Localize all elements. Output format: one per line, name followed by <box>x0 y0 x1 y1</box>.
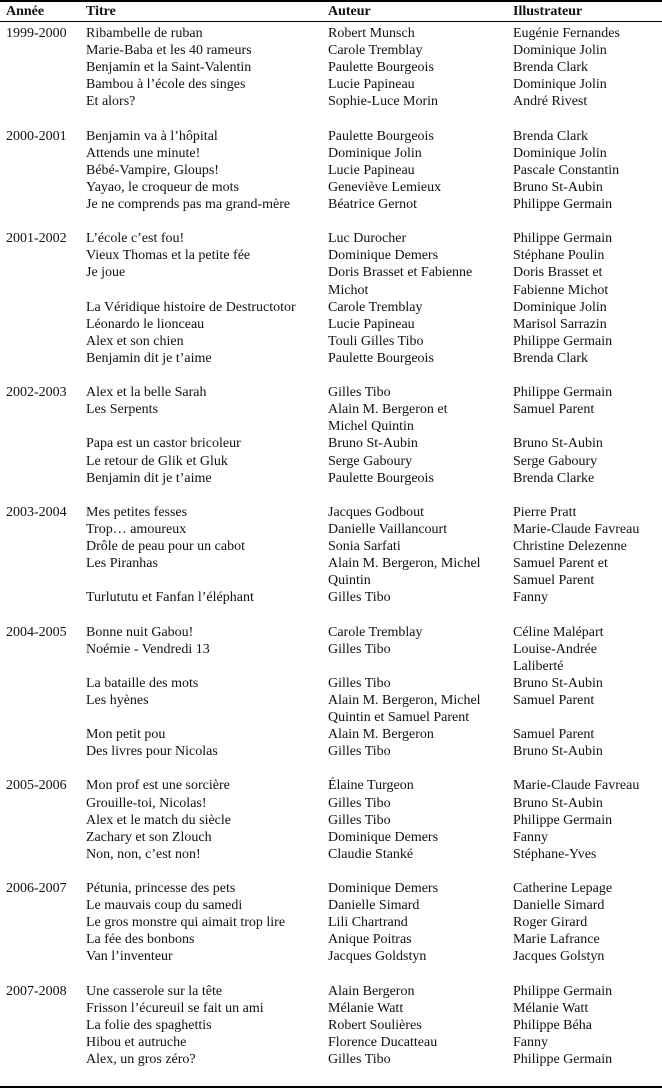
illustrator-cell: Samuel Parent <box>513 727 595 743</box>
title-cell: Ribambelle de ruban <box>86 26 203 41</box>
illustrator-cell: Bruno St-Aubin <box>513 744 603 760</box>
author-cell: Robert Munsch <box>328 26 415 41</box>
illustrator-cell: Marie Lafrance <box>513 932 600 948</box>
author-cell: Lucie Papineau <box>328 77 415 93</box>
header-title: Titre <box>86 4 116 19</box>
author-cell: Sophie-Luce Morin <box>328 94 439 110</box>
illustrator-cell: Fabienne Michot <box>513 282 609 298</box>
illustrator-cell: Brenda Clark <box>513 350 589 366</box>
title-cell: La Véridique histoire de Destructotor <box>86 299 296 315</box>
author-cell: Gilles Tibo <box>328 675 391 691</box>
title-cell: Mes petites fesses <box>86 504 188 520</box>
title-cell: Turlututu et Fanfan l’éléphant <box>86 590 254 606</box>
header-rule <box>0 21 662 22</box>
author-cell: Alain Bergeron <box>328 983 415 999</box>
author-cell: Carole Tremblay <box>328 624 423 640</box>
author-cell: Paulette Bourgeois <box>328 350 434 366</box>
illustrator-cell: Brenda Clarke <box>513 470 595 486</box>
title-cell: Vieux Thomas et la petite fée <box>86 248 251 264</box>
title-cell: Les hyènes <box>86 692 149 708</box>
title-cell: Van l’inventeur <box>86 949 173 965</box>
title-cell: Non, non, c’est non! <box>86 846 201 862</box>
author-cell: Sonia Sarfati <box>328 539 401 554</box>
illustrator-cell: Bruno St-Aubin <box>513 675 603 691</box>
author-cell: Doris Brasset et Fabienne <box>328 265 473 281</box>
illustrator-cell: Philippe Germain <box>513 231 613 247</box>
title-cell: La fée des bonbons <box>86 932 195 948</box>
author-cell: Alain M. Bergeron <box>328 727 434 743</box>
year-cell: 2007-2008 <box>6 983 67 999</box>
header-illustrator: Illustrateur <box>513 4 583 19</box>
illustrator-cell: Samuel Parent <box>513 402 595 418</box>
title-cell: Le retour de Glik et Gluk <box>86 453 228 469</box>
author-cell: Lucie Papineau <box>328 162 415 178</box>
author-cell: Paulette Bourgeois <box>328 128 434 144</box>
author-cell: Gilles Tibo <box>328 385 391 401</box>
illustrator-cell: Catherine Lepage <box>513 881 613 896</box>
author-cell: Anique Poitras <box>328 932 412 948</box>
author-cell: Lili Chartrand <box>328 915 408 931</box>
illustrator-cell: Bruno St-Aubin <box>513 436 603 452</box>
author-cell: Michel Quintin <box>328 419 414 435</box>
year-cell: 2002-2003 <box>6 385 67 401</box>
illustrator-cell: Roger Girard <box>513 915 588 931</box>
illustrator-cell: Dominique Jolin <box>513 145 607 161</box>
title-cell: Benjamin va à l’hôpital <box>86 128 218 144</box>
author-cell: Michot <box>328 282 369 298</box>
title-cell: Benjamin dit je t’aime <box>86 470 212 486</box>
author-cell: Gilles Tibo <box>328 812 391 828</box>
illustrator-cell: Jacques Golstyn <box>513 949 605 965</box>
illustrator-cell: Pierre Pratt <box>513 504 577 520</box>
author-cell: Jacques Goldstyn <box>328 949 427 965</box>
title-cell: Mon petit pou <box>86 727 166 743</box>
illustrator-cell: Philippe Germain <box>513 1052 613 1067</box>
title-cell: Et alors? <box>86 94 136 110</box>
illustrator-cell: Louise-Andrée <box>513 641 597 657</box>
author-cell: Florence Ducatteau <box>328 1034 438 1050</box>
author-cell: Quintin <box>328 573 371 589</box>
table-header <box>0 2 662 21</box>
author-cell: Béatrice Gernot <box>328 197 418 212</box>
illustrator-cell: Dominique Jolin <box>513 299 607 315</box>
title-cell: Une casserole sur la tête <box>86 983 223 999</box>
author-cell: Claudie Stanké <box>328 846 414 862</box>
title-cell: Je ne comprends pas ma grand-mère <box>86 197 291 212</box>
title-cell: Benjamin dit je t’aime <box>86 350 212 366</box>
author-cell: Gilles Tibo <box>328 795 391 811</box>
title-cell: Alex, un gros zéro? <box>86 1052 196 1067</box>
illustrator-cell: Dominique Jolin <box>513 77 607 93</box>
title-cell: Hibou et autruche <box>86 1034 187 1050</box>
illustrator-cell: Philippe Germain <box>513 197 613 212</box>
title-cell: Yayao, le croqueur de mots <box>86 179 239 195</box>
author-cell: Dominique Demers <box>328 248 439 264</box>
illustrator-cell: Philippe Germain <box>513 983 613 999</box>
title-cell: Papa est un castor bricoleur <box>86 436 241 452</box>
illustrator-cell: Danielle Simard <box>513 898 605 914</box>
title-cell: Alex et la belle Sarah <box>86 385 207 401</box>
illustrator-cell: Stéphane Poulin <box>513 248 605 264</box>
author-cell: Paulette Bourgeois <box>328 470 434 486</box>
title-cell: Pétunia, princesse des pets <box>86 881 236 896</box>
table-bottom-rule <box>0 1086 662 1088</box>
illustrator-cell: André Rivest <box>513 94 588 110</box>
author-cell: Bruno St-Aubin <box>328 436 418 452</box>
year-cell: 2001-2002 <box>6 231 67 247</box>
author-cell: Quintin et Samuel Parent <box>328 710 470 725</box>
illustrator-cell: Bruno St-Aubin <box>513 795 603 811</box>
illustrator-cell: Céline Malépart <box>513 624 604 640</box>
title-cell: La folie des spaghettis <box>86 1017 212 1033</box>
author-cell: Gilles Tibo <box>328 1052 391 1067</box>
illustrator-cell: Doris Brasset et <box>513 265 603 281</box>
illustrator-cell: Brenda Clark <box>513 60 589 76</box>
author-cell: Serge Gaboury <box>328 453 413 469</box>
illustrator-cell: Mélanie Watt <box>513 1000 589 1016</box>
year-cell: 2000-2001 <box>6 128 67 144</box>
year-cell: 2004-2005 <box>6 624 67 640</box>
author-cell: Gilles Tibo <box>328 641 391 657</box>
illustrator-cell: Fanny <box>513 1034 548 1050</box>
author-cell: Jacques Godbout <box>328 504 425 520</box>
illustrator-cell: Pascale Constantin <box>513 162 620 178</box>
author-cell: Danielle Vaillancourt <box>328 521 448 537</box>
illustrator-cell: Stéphane-Yves <box>513 846 597 862</box>
author-cell: Geneviève Lemieux <box>328 179 442 195</box>
title-cell: Mon prof est une sorcière <box>86 778 230 794</box>
illustrator-cell: Samuel Parent <box>513 573 595 589</box>
title-cell: L’école c’est fou! <box>86 231 185 247</box>
illustrator-cell: Brenda Clark <box>513 128 589 144</box>
title-cell: Frisson l’écureuil se fait un ami <box>86 1000 264 1016</box>
title-cell: La bataille des mots <box>86 675 199 691</box>
illustrator-cell: Bruno St-Aubin <box>513 179 603 195</box>
illustrator-cell: Serge Gaboury <box>513 453 598 469</box>
title-cell: Drôle de peau pour un cabot <box>86 539 245 554</box>
illustrator-cell: Philippe Germain <box>513 812 613 828</box>
illustrator-cell: Dominique Jolin <box>513 43 607 59</box>
year-cell: 1999-2000 <box>6 26 67 41</box>
author-cell: Paulette Bourgeois <box>328 60 434 76</box>
year-cell: 2003-2004 <box>6 504 67 520</box>
illustrator-cell: Samuel Parent <box>513 692 595 708</box>
illustrator-cell: Marie-Claude Favreau <box>513 778 640 794</box>
illustrator-cell: Samuel Parent et <box>513 556 608 572</box>
title-cell: Trop… amoureux <box>86 521 187 537</box>
title-cell: Benjamin et la Saint-Valentin <box>86 60 252 76</box>
year-cell: 2005-2006 <box>6 778 67 794</box>
author-cell: Mélanie Watt <box>328 1000 404 1016</box>
author-cell: Gilles Tibo <box>328 744 391 760</box>
title-cell: Des livres pour Nicolas <box>86 744 218 760</box>
header-year: Année <box>6 4 45 19</box>
title-cell: Le mauvais coup du samedi <box>86 898 243 914</box>
illustrator-cell: Marie-Claude Favreau <box>513 521 640 537</box>
author-cell: Carole Tremblay <box>328 299 423 315</box>
illustrator-cell: Philippe Germain <box>513 333 613 349</box>
title-cell: Les Serpents <box>86 402 158 418</box>
illustrator-cell: Fanny <box>513 590 548 606</box>
author-cell: Luc Durocher <box>328 231 407 247</box>
title-cell: Alex et le match du siècle <box>86 812 231 828</box>
author-cell: Gilles Tibo <box>328 590 391 606</box>
year-cell: 2006-2007 <box>6 881 67 896</box>
illustrator-cell: Christine Delezenne <box>513 539 627 554</box>
title-cell: Le gros monstre qui aimait trop lire <box>86 915 286 931</box>
illustrator-cell: Laliberté <box>513 658 564 674</box>
author-cell: Dominique Demers <box>328 881 439 896</box>
author-cell: Carole Tremblay <box>328 43 423 59</box>
title-cell: Bébé-Vampire, Gloups! <box>86 162 219 178</box>
illustrator-cell: Marisol Sarrazin <box>513 316 607 332</box>
author-cell: Alain M. Bergeron, Michel <box>328 556 481 572</box>
author-cell: Danielle Simard <box>328 898 420 914</box>
author-cell: Alain M. Bergeron, Michel <box>328 692 481 708</box>
author-cell: Alain M. Bergeron et <box>328 402 448 418</box>
title-cell: Bambou à l’école des singes <box>86 77 246 93</box>
title-cell: Léonardo le lionceau <box>86 316 205 332</box>
title-cell: Les Piranhas <box>86 556 158 572</box>
title-cell: Marie-Baba et les 40 rameurs <box>86 43 252 59</box>
author-cell: Dominique Demers <box>328 829 439 845</box>
author-cell: Touli Gilles Tibo <box>328 333 424 349</box>
title-cell: Je joue <box>86 265 126 281</box>
title-cell: Grouille-toi, Nicolas! <box>86 795 207 811</box>
illustrator-cell: Philippe Germain <box>513 385 613 401</box>
title-cell: Bonne nuit Gabou! <box>86 624 194 640</box>
title-cell: Zachary et son Zlouch <box>86 829 212 845</box>
header-author: Auteur <box>328 4 371 19</box>
author-cell: Dominique Jolin <box>328 145 422 161</box>
author-cell: Robert Soulières <box>328 1017 422 1033</box>
illustrator-cell: Fanny <box>513 829 548 845</box>
illustrator-cell: Eugénie Fernandes <box>513 26 620 41</box>
title-cell: Alex et son chien <box>86 333 184 349</box>
title-cell: Noémie - Vendredi 13 <box>86 641 210 657</box>
illustrator-cell: Philippe Béha <box>513 1017 592 1033</box>
author-cell: Élaine Turgeon <box>328 778 414 794</box>
author-cell: Lucie Papineau <box>328 316 415 332</box>
title-cell: Attends une minute! <box>86 145 201 161</box>
